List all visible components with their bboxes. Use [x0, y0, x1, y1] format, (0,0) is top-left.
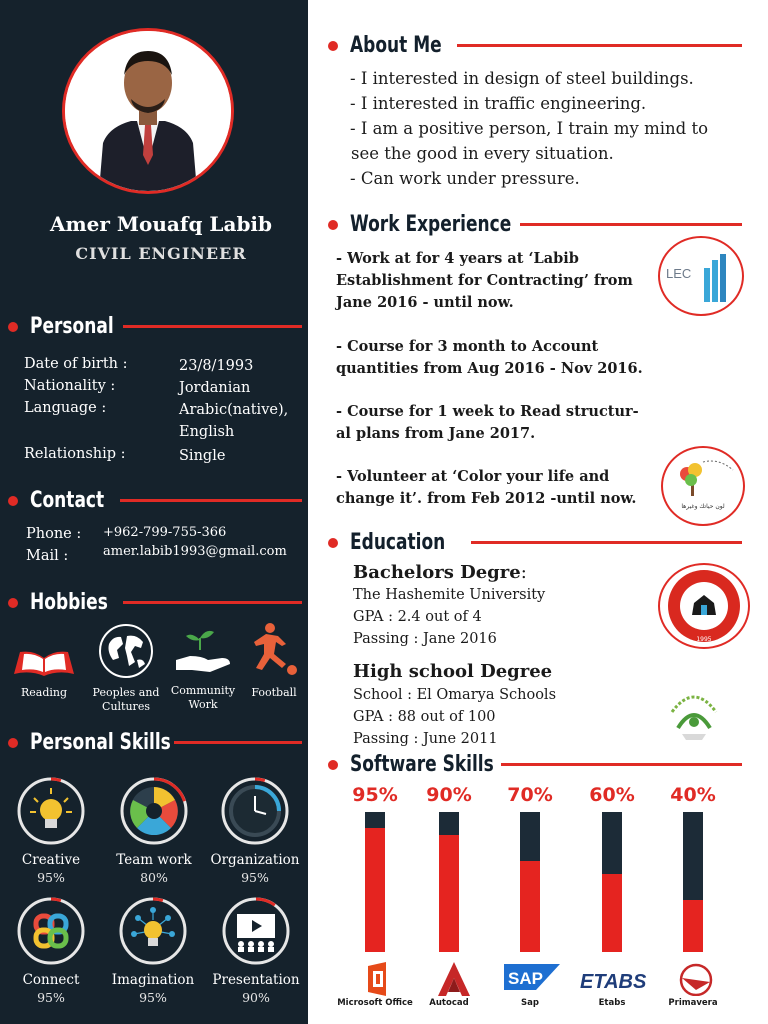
contact-mail-label: Mail :	[26, 548, 69, 564]
person-portrait-icon	[65, 31, 231, 191]
education-line: The Hashemite University	[353, 587, 546, 603]
university-seal-icon	[660, 565, 748, 647]
section-about-header	[328, 33, 742, 58]
hobby-label: Football	[251, 686, 297, 699]
skill-label: Team work	[116, 852, 192, 868]
about-line: - Can work under pressure.	[350, 169, 580, 188]
skill-connect	[5, 896, 97, 1006]
work-line: - Volunteer at ‘Color your life and	[336, 468, 610, 485]
work-line: al plans from Jane 2017.	[336, 425, 536, 442]
education-highschool-heading: High school Degree	[353, 661, 553, 682]
profile-name: Amer Mouafq Labib	[49, 212, 273, 236]
hobby-label: Peoples and Cultures	[92, 686, 160, 713]
skill-percent: 95%	[37, 990, 65, 1005]
skill-creative	[5, 776, 97, 886]
software-bar-percent: 90%	[426, 784, 472, 806]
work-item-3	[336, 466, 646, 510]
contact-phone-value[interactable]: +962-799-755-366	[103, 525, 227, 540]
section-software-header	[328, 752, 742, 777]
work-line: - Course for 1 week to Read structur-	[336, 403, 639, 420]
main-content	[308, 0, 768, 1024]
section-education-header	[328, 530, 742, 555]
bullet-dot	[328, 538, 338, 548]
software-label: Sap	[521, 998, 539, 1008]
hobby-label: Community Work	[170, 684, 236, 711]
education-bachelors-heading: Bachelors Degre:	[353, 562, 527, 583]
software-bar	[683, 900, 703, 952]
imagination-icon	[118, 896, 188, 966]
software-bar	[439, 835, 459, 952]
section-hobbies-header	[8, 590, 302, 615]
about-line: - I interested in design of steel buildings.	[350, 69, 694, 88]
personal-label-4: Relationship :	[24, 446, 126, 462]
profile-photo	[62, 28, 234, 194]
personal-value-4: Single	[179, 448, 226, 464]
software-bar	[520, 861, 540, 952]
skill-percent: 90%	[242, 990, 270, 1005]
divider-line	[501, 763, 742, 766]
personal-label-1: Nationality :	[24, 378, 116, 394]
software-bar-track	[365, 812, 385, 952]
about-line: - I interested in traffic engineering.	[350, 94, 647, 113]
school-logo-icon	[664, 682, 724, 746]
etabs-icon	[578, 962, 652, 996]
hobby-reading	[6, 644, 82, 700]
section-title: Personal Skills	[30, 730, 171, 755]
hobby-label: Reading	[20, 686, 68, 699]
work-line: quantities from Aug 2016 - Nov 2016.	[336, 360, 643, 377]
building-logo-icon	[660, 238, 742, 314]
skill-organization	[209, 776, 301, 886]
software-bar-track	[439, 812, 459, 952]
volunteer-logo-text: لون حياتك وغيرها	[681, 503, 725, 510]
software-bar-percent: 40%	[670, 784, 716, 806]
section-title: Work Experience	[350, 212, 512, 237]
education-line: GPA : 88 out of 100	[353, 709, 496, 725]
hand-plant-icon	[172, 626, 234, 678]
skill-label: Creative	[21, 852, 81, 868]
autocad-icon	[434, 962, 474, 996]
contact-mail-value[interactable]: amer.labib1993@gmail.com	[103, 544, 287, 559]
sap-icon	[504, 962, 560, 996]
skill-ring	[118, 896, 188, 966]
about-line: see the good in every situation.	[351, 144, 614, 163]
sidebar	[0, 0, 308, 1024]
software-bar-percent: 95%	[352, 784, 398, 806]
divider-line	[174, 741, 302, 744]
hobby-peoples-cultures	[90, 622, 162, 714]
skill-ring	[16, 896, 86, 966]
personal-value-3: English	[179, 424, 235, 440]
bullet-dot	[328, 220, 338, 230]
skill-percent: 95%	[37, 870, 65, 885]
skill-percent: 80%	[140, 870, 168, 885]
work-line: Jane 2016 - until now.	[336, 294, 514, 311]
divider-line	[471, 541, 742, 544]
work-line: - Course for 3 month to Account	[336, 338, 599, 355]
software-bar-track	[520, 812, 540, 952]
primavera-icon	[676, 962, 716, 996]
bullet-dot	[8, 598, 18, 608]
hobby-community-work	[166, 626, 240, 712]
etabs-text: ETABS	[580, 971, 647, 993]
software-label: Etabs	[598, 998, 626, 1008]
section-title: Software Skills	[350, 752, 494, 777]
section-work-header	[328, 212, 742, 237]
work-item-1	[336, 336, 646, 380]
software-bar	[365, 828, 385, 952]
personal-value-2: Arabic(native),	[179, 402, 289, 418]
work-item-2	[336, 401, 646, 445]
football-player-icon	[248, 620, 300, 680]
globe-icon	[97, 622, 155, 680]
lightbulb-icon	[16, 776, 86, 846]
section-title: About Me	[350, 33, 442, 58]
education-line: GPA : 2.4 out of 4	[353, 609, 482, 625]
skill-ring	[221, 896, 291, 966]
personal-label-2: Language :	[24, 400, 107, 416]
skill-presentation	[210, 896, 302, 1006]
section-title: Hobbies	[30, 590, 108, 615]
skill-ring	[119, 776, 189, 846]
divider-line	[457, 44, 742, 47]
divider-line	[120, 499, 302, 502]
skill-team-work	[108, 776, 200, 886]
work-line: - Work at for 4 years at ‘Labib	[336, 250, 579, 267]
skill-ring	[220, 776, 290, 846]
contact-phone-label: Phone :	[26, 526, 82, 542]
bullet-dot	[8, 738, 18, 748]
software-bar	[602, 874, 622, 952]
education-line: Passing : June 2011	[353, 731, 498, 747]
skill-percent: 95%	[241, 870, 269, 885]
clock-icon	[220, 776, 290, 846]
skill-label: Imagination	[111, 972, 195, 988]
connect-icon	[16, 896, 86, 966]
software-bar-percent: 70%	[507, 784, 553, 806]
bullet-dot	[8, 322, 18, 332]
presentation-icon	[221, 896, 291, 966]
skill-label: Presentation	[212, 972, 300, 988]
section-title: Contact	[30, 488, 105, 513]
about-line: - I am a positive person, I train my mind to	[350, 119, 709, 138]
skill-imagination	[107, 896, 199, 1006]
bullet-dot	[328, 760, 338, 770]
bullet-dot	[8, 496, 18, 506]
skill-label: Connect	[22, 972, 80, 988]
personal-value-1: Jordanian	[179, 380, 251, 396]
bullet-dot	[328, 41, 338, 51]
work-item-0	[336, 248, 646, 314]
software-label: Autocad	[429, 998, 469, 1008]
lec-logo	[658, 236, 744, 316]
software-label: Microsoft Office	[337, 998, 413, 1008]
personal-value-0: 23/8/1993	[179, 358, 254, 374]
skill-ring	[16, 776, 86, 846]
divider-line	[520, 223, 742, 226]
work-line: Establishment for Contracting’ from	[336, 272, 633, 289]
school-logo	[664, 682, 724, 746]
software-label: Primavera	[668, 998, 718, 1008]
tree-logo-icon	[663, 448, 743, 524]
profile-title: CIVIL ENGINEER	[75, 244, 247, 263]
lec-text: LEC	[666, 266, 692, 281]
section-title: Education	[350, 530, 446, 555]
education-line: Passing : Jane 2016	[353, 631, 497, 647]
software-bar-track	[602, 812, 622, 952]
work-line: change it’. from Feb 2012 -until now.	[336, 490, 637, 507]
sap-text: SAP	[508, 969, 543, 988]
team-icon	[119, 776, 189, 846]
skill-label: Organization	[210, 852, 300, 868]
about-text	[350, 66, 750, 191]
seal-year: 1995	[696, 636, 712, 643]
section-personal-header	[8, 314, 302, 339]
divider-line	[123, 601, 303, 604]
book-icon	[10, 644, 78, 680]
software-bar-percent: 60%	[589, 784, 635, 806]
volunteer-logo	[661, 446, 745, 526]
software-bar-track	[683, 812, 703, 952]
section-personal-skills-header	[8, 730, 302, 755]
education-line: School : El Omarya Schools	[353, 687, 557, 703]
skill-percent: 95%	[139, 990, 167, 1005]
personal-label-0: Date of birth :	[24, 356, 128, 372]
hobby-football	[246, 620, 302, 700]
divider-line	[123, 325, 302, 328]
section-contact-header	[8, 488, 302, 513]
office-icon	[358, 962, 398, 996]
section-title: Personal	[30, 314, 114, 339]
university-seal	[658, 563, 750, 649]
